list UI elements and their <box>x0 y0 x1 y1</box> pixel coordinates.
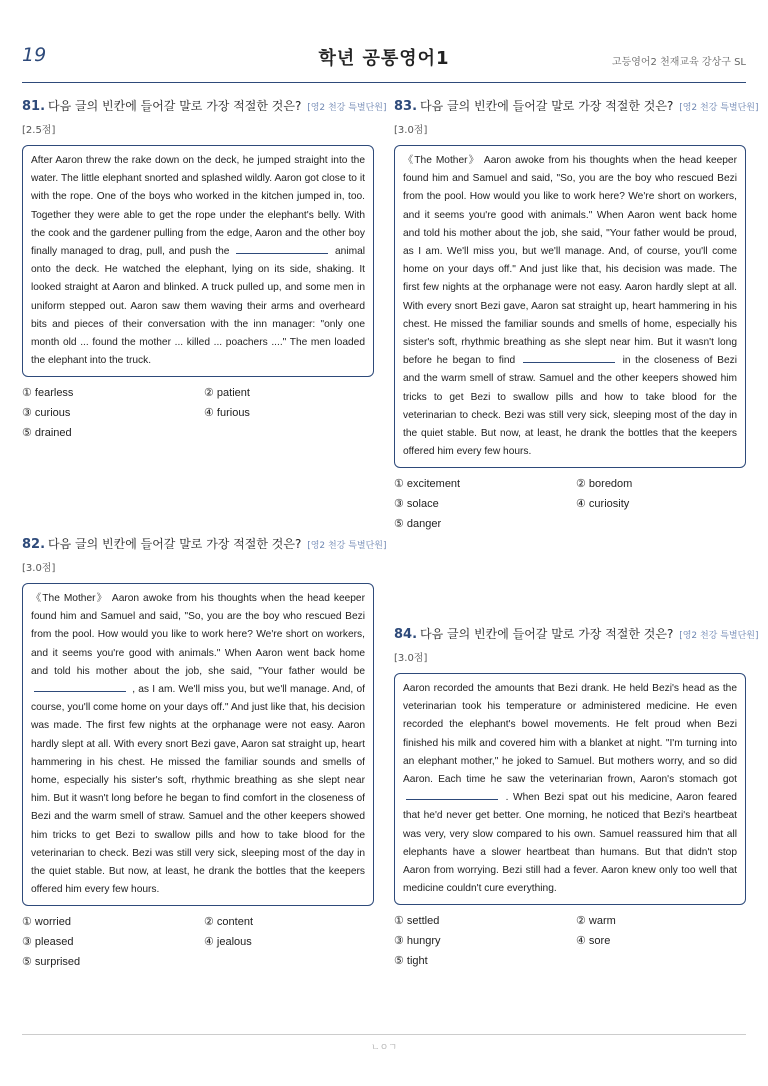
passage-text-after: . When Bezi spat out his medicine, Aaron feared that he'd never get better. One morning, he noticed that Bezi's heartbeat was very, very slow compared to his own. Samuel reassured him that all elephants have a slower heartbeat than humans. But that didn't stop Aaron from worrying. Bezi still had a fever. Aaron knew only too well that medicine couldn't cure everything. <box>403 792 737 895</box>
answer-options <box>394 476 746 533</box>
passage-box <box>394 145 746 468</box>
option-4[interactable]: ④ furious <box>204 407 250 420</box>
question-83 <box>394 98 759 533</box>
option-2[interactable]: ② boredom <box>576 478 633 491</box>
question-prompt: 다음 글의 빈칸에 들어갈 말로 가장 적절한 것은? <box>48 537 302 551</box>
question-score: [3.0점] <box>394 125 428 136</box>
question-header <box>22 536 387 554</box>
question-number: 83. <box>394 99 418 114</box>
question-score: [3.0점] <box>394 653 428 664</box>
answer-blank <box>523 353 615 363</box>
option-5[interactable]: ⑤ drained <box>22 427 72 440</box>
answer-blank <box>34 682 126 692</box>
question-84 <box>394 626 759 970</box>
question-header <box>394 98 759 116</box>
page-number: 19 <box>22 44 47 66</box>
passage-text-before: 《The Mother》 Aaron awoke from his thoughts when the head keeper found him and Samuel and said, "So, you are the boy who rescued Bezi from the pool. How would you like to work here? We're short on workers, and it seems you're good with animals." When Aaron went back home and told his mother about the job, she said, "Your father would be <box>31 593 365 677</box>
option-2[interactable]: ② warm <box>576 915 616 928</box>
footer-divider <box>22 1034 746 1035</box>
option-1[interactable]: ① fearless <box>22 387 74 400</box>
option-5[interactable]: ⑤ danger <box>394 518 442 531</box>
page-header <box>22 0 746 83</box>
question-prompt: 다음 글의 빈칸에 들어갈 말로 가장 적절한 것은? <box>48 99 302 113</box>
question-tag: [영2 천강 특별단원] <box>307 541 387 551</box>
answer-options <box>394 913 746 970</box>
option-3[interactable]: ③ curious <box>22 407 71 420</box>
option-1[interactable]: ① settled <box>394 915 440 928</box>
option-5[interactable]: ⑤ surprised <box>22 956 81 969</box>
option-2[interactable]: ② content <box>204 916 254 929</box>
passage-text-before: After Aaron threw the rake down on the deck, he jumped straight into the water. The little elephant snorted and splashed wildly. Aaron got close to it with the rope. One of the boys who worked in the kitchen jumped in, too. Together they were able to get the rope under the elephant's belly. With the cook and the gardener pulling from the edge, Aaron and the other boy finally managed to drag, pull, and push the <box>31 155 365 258</box>
passage-text-after: animal onto the deck. He watched the elephant, lying on its side, shaking. It looked straight at Aaron and blinked. A truck pulled up, and some men in uniform stepped out. Aaron saw them waving their arms and overheard bits and pieces of their conversation with the inn manager: "only one month old ... found the mother ... killed ... poachers ...." The men loaded the elephant into the truck. <box>31 246 365 367</box>
option-5[interactable]: ⑤ tight <box>394 955 428 968</box>
page-title: 학년 공통영어1 <box>318 48 450 69</box>
option-4[interactable]: ④ jealous <box>204 936 252 949</box>
passage-text-after: in the closeness of Bezi and the warm smell of straw. Samuel and the other keepers showed him tricks to get Bezi to swallow pills and how to take blood for the veterinarian to check. Bezi was still very sick, sleeping most of the day in the quiet stable. But now, at least, he drank the bottles that the keepers offered him every few hours. <box>403 355 737 458</box>
question-number: 84. <box>394 627 418 642</box>
question-score: [2.5점] <box>22 125 56 136</box>
question-prompt: 다음 글의 빈칸에 들어갈 말로 가장 적절한 것은? <box>420 627 674 641</box>
question-header <box>394 626 759 644</box>
question-score: [3.0점] <box>22 563 56 574</box>
passage-box <box>394 673 746 905</box>
option-3[interactable]: ③ pleased <box>22 936 74 949</box>
passage-text-after: , as I am. We'll miss you, but we'll manage. And, of course, you'll come home on your days off." And just like that, his decision was made. The first few nights at the orphanage were not easy. Aaron hardly slept at all. With every snort Bezi gave, Aaron sat straight up, heart hammering in his chest. He missed the familiar sounds and smells of home, especially his sister's soft, rhythmic breathing as she slept near him. But it wasn't long before he began to find comfort in the closeness of Bezi and the warm smell of straw. Samuel and the other keepers showed him tricks to get Bezi to swallow pills and how to take blood for the veterinarian to check. Bezi was still very sick, sleeping most of the day in the quiet stable. But now, at least, he drank the bottles that the keepers offered him every few hours. <box>31 684 365 896</box>
passage-box <box>22 583 374 906</box>
passage-text-before: Aaron recorded the amounts that Bezi drank. He held Bezi's head as the veterinarian took his temperature or administered medicine. He even recorded the elephant's bowel movements. He felt proud when Bezi finished his milk and covered him with a blanket at night. "I'm turning into an elephant mother," he joked to Samuel. But mothers worry, and so did Aaron. Each time he saw the veterinarian frown, Aaron's stomach got <box>403 683 737 786</box>
question-number: 81. <box>22 99 46 114</box>
answer-options <box>22 914 374 971</box>
question-tag: [영2 천강 특별단원] <box>307 103 387 113</box>
passage-box <box>22 145 374 377</box>
question-header <box>22 98 387 116</box>
option-3[interactable]: ③ hungry <box>394 935 441 948</box>
option-1[interactable]: ① excitement <box>394 478 461 491</box>
question-number: 82. <box>22 537 46 552</box>
option-2[interactable]: ② patient <box>204 387 250 400</box>
question-prompt: 다음 글의 빈칸에 들어갈 말로 가장 적절한 것은? <box>420 99 674 113</box>
passage-text-before: 《The Mother》 Aaron awoke from his thoughts when the head keeper found him and Samuel and said, "So, you are the boy who rescued Bezi from the pool. How would you like to work here? We're short on workers, and it seems you're good with animals." When Aaron went back home and told his mother about the job, she said, "Your father would be proud, as I am. We'll miss you, but we'll manage. And, of course, you'll come home on your days off." And just like that, his decision was made. The first few nights at the orphanage were not easy. Aaron hardly slept at all. With every snort Bezi gave, Aaron sat straight up, heart hammering in his chest. He missed the familiar sounds and smells of home, especially his sister's soft, rhythmic breathing as she slept near him. But it wasn't long before he began to find <box>403 155 737 367</box>
option-1[interactable]: ① worried <box>22 916 71 929</box>
option-4[interactable]: ④ sore <box>576 935 611 948</box>
answer-blank <box>406 790 498 800</box>
question-tag: [영2 천강 특별단원] <box>679 631 759 641</box>
question-82 <box>22 536 387 971</box>
question-81 <box>22 98 387 442</box>
question-tag: [영2 천강 특별단원] <box>679 103 759 113</box>
page-meta: 고등영어2 천재교육 강상구 SL <box>611 57 746 68</box>
answer-blank <box>236 244 328 254</box>
footer-mark: ㄴㅇㄱ <box>370 1043 398 1053</box>
option-4[interactable]: ④ curiosity <box>576 498 630 511</box>
answer-options <box>22 385 374 442</box>
option-3[interactable]: ③ solace <box>394 498 439 511</box>
